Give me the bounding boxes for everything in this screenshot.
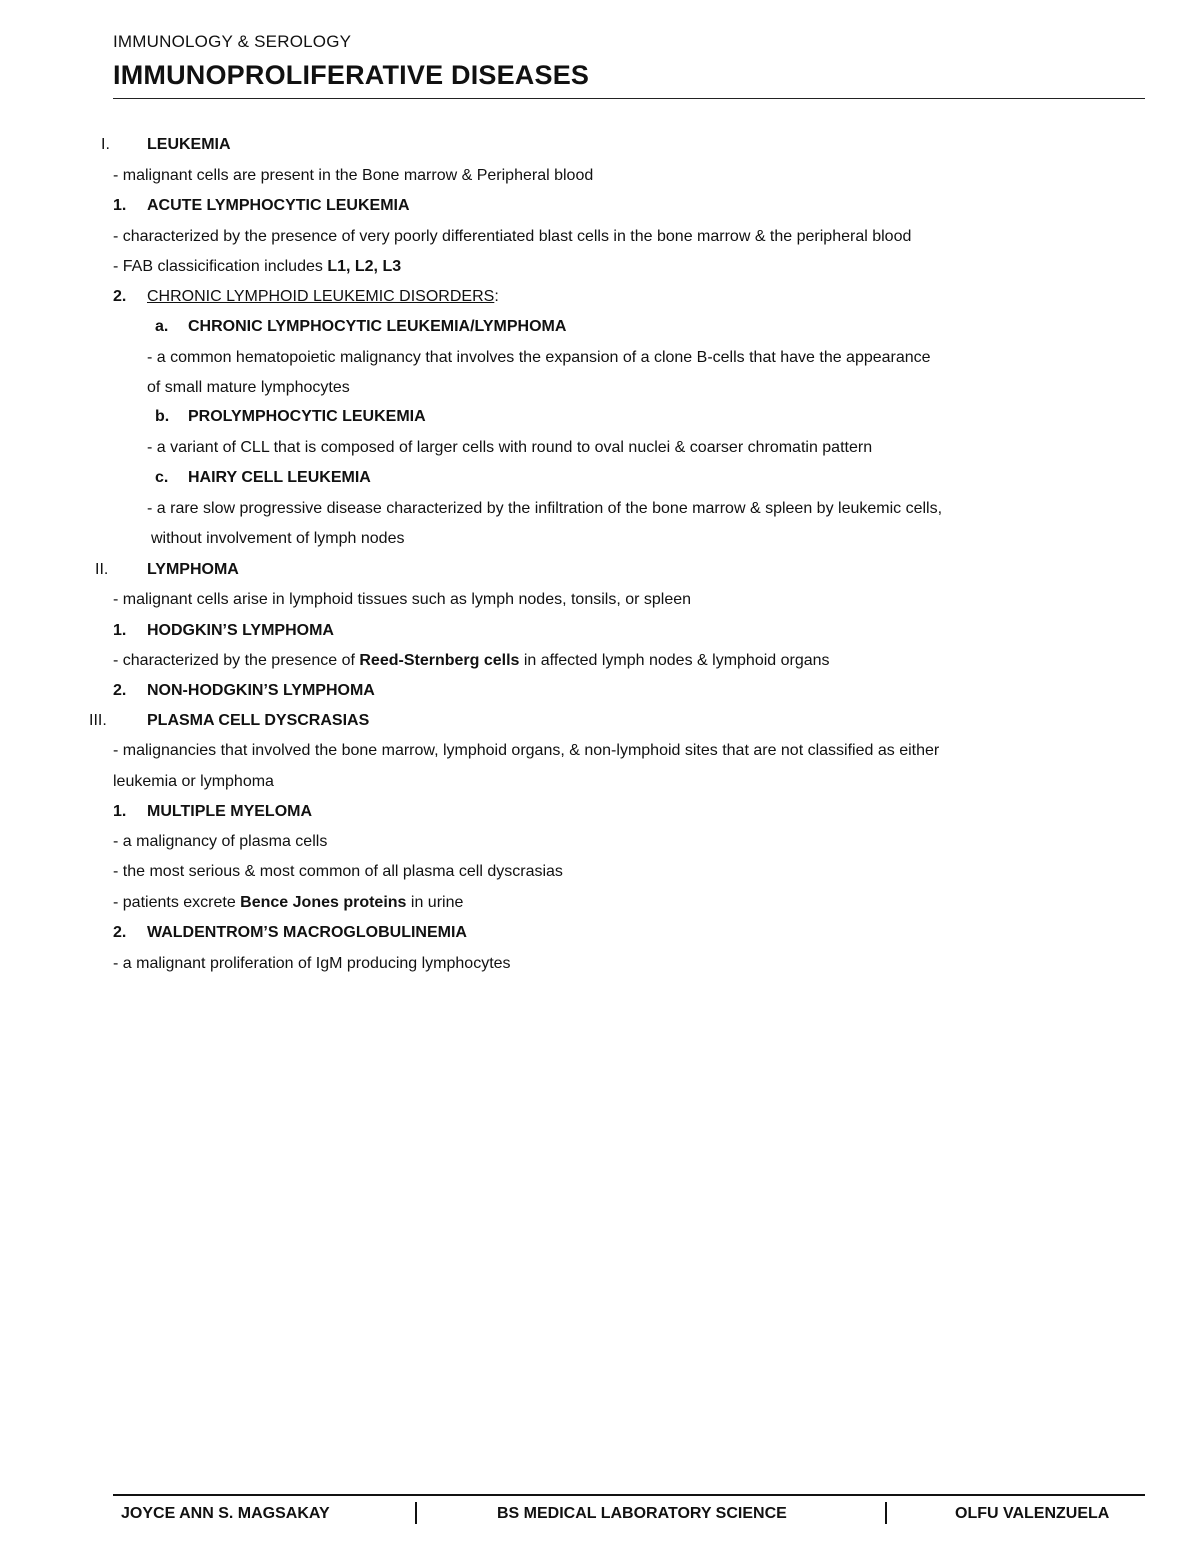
subheading-all: ACUTE LYMPHOCYTIC LEUKEMIA <box>147 197 410 214</box>
footer-separator <box>885 1502 887 1524</box>
page-header <box>113 30 1145 92</box>
subheading-waldenstrom: WALDENTROM’S MACROGLOBULINEMIA <box>147 924 467 941</box>
section-numeral: II. <box>95 561 109 578</box>
subheading-pll: PROLYMPHOCYTIC LEUKEMIA <box>188 408 426 425</box>
item-description: of small mature lymphocytes <box>147 379 350 396</box>
section-description: - malignancies that involved the bone marrow, lymphoid organs, & non-lymphoid sites that are not classified as either <box>113 742 940 759</box>
item-description <box>113 650 830 672</box>
subheading-chronic <box>147 286 499 308</box>
subject-label: IMMUNOLOGY & SEROLOGY <box>113 32 352 51</box>
text-run: in affected lymph nodes & lymphoid organs <box>519 652 830 669</box>
item-letter: a. <box>155 318 169 335</box>
page-title: IMMUNOPROLIFERATIVE DISEASES <box>113 60 590 90</box>
section-description: - malignant cells are present in the Bone marrow & Peripheral blood <box>113 167 594 184</box>
item-description <box>113 256 401 278</box>
text-run: in urine <box>406 894 464 911</box>
section-heading-lymphoma: LYMPHOMA <box>147 561 239 578</box>
item-description: - a variant of CLL that is composed of larger cells with round to oval nuclei & coarser chromatin pattern <box>147 439 873 456</box>
subheading-cll: CHRONIC LYMPHOCYTIC LEUKEMIA/LYMPHOMA <box>188 318 567 335</box>
item-number: 1. <box>113 803 127 820</box>
item-description: - a malignancy of plasma cells <box>113 833 328 850</box>
item-number: 1. <box>113 622 127 639</box>
item-number: 2. <box>113 288 127 305</box>
item-description: without involvement of lymph nodes <box>151 530 405 547</box>
footer-program: BS MEDICAL LABORATORY SCIENCE <box>497 1505 787 1522</box>
item-number: 2. <box>113 682 127 699</box>
section-heading-leukemia: LEUKEMIA <box>147 136 231 153</box>
footer-school: OLFU VALENZUELA <box>955 1505 1110 1522</box>
subheading-hcl: HAIRY CELL LEUKEMIA <box>188 469 371 486</box>
item-letter: c. <box>155 469 169 486</box>
section-description: - malignant cells arise in lymphoid tissues such as lymph nodes, tonsils, or spleen <box>113 591 692 608</box>
text-run: - characterized by the presence of <box>113 652 360 669</box>
bold-text-run: Reed-Sternberg cells <box>359 652 520 669</box>
section-heading-plasma: PLASMA CELL DYSCRASIAS <box>147 712 370 729</box>
bold-text-run: L1, L2, L3 <box>327 258 402 275</box>
item-number: 2. <box>113 924 127 941</box>
item-description <box>113 892 463 914</box>
section-numeral: I. <box>101 136 110 153</box>
item-description: - the most serious & most common of all plasma cell dyscrasias <box>113 863 563 880</box>
footer-divider <box>113 1494 1145 1496</box>
item-description: - a common hematopoietic malignancy that involves the expansion of a clone B-cells that have the appearance <box>147 349 931 366</box>
subheading-hodgkin: HODGKIN’S LYMPHOMA <box>147 622 334 639</box>
item-letter: b. <box>155 408 170 425</box>
section-numeral: III. <box>89 712 107 729</box>
section-description: leukemia or lymphoma <box>113 773 274 790</box>
text-run: - patients excrete <box>113 894 241 911</box>
header-divider <box>113 98 1145 99</box>
colon: : <box>494 288 499 305</box>
subheading-myeloma: MULTIPLE MYELOMA <box>147 803 313 820</box>
subheading-nonhodgkin: NON-HODGKIN’S LYMPHOMA <box>147 682 375 699</box>
text-run: - FAB classicification includes <box>113 258 328 275</box>
item-number: 1. <box>113 197 127 214</box>
footer-author: JOYCE ANN S. MAGSAKAY <box>121 1505 330 1522</box>
footer-separator <box>415 1502 417 1524</box>
item-description: - a rare slow progressive disease characterized by the infiltration of the bone marrow & spleen by leukemic cells, <box>147 500 943 517</box>
underlined-heading: CHRONIC LYMPHOID LEUKEMIC DISORDERS <box>147 288 495 305</box>
item-description: - a malignant proliferation of IgM producing lymphocytes <box>113 955 511 972</box>
item-description: - characterized by the presence of very poorly differentiated blast cells in the bone marrow & the peripheral blood <box>113 228 912 245</box>
bold-text-run: Bence Jones proteins <box>240 894 407 911</box>
